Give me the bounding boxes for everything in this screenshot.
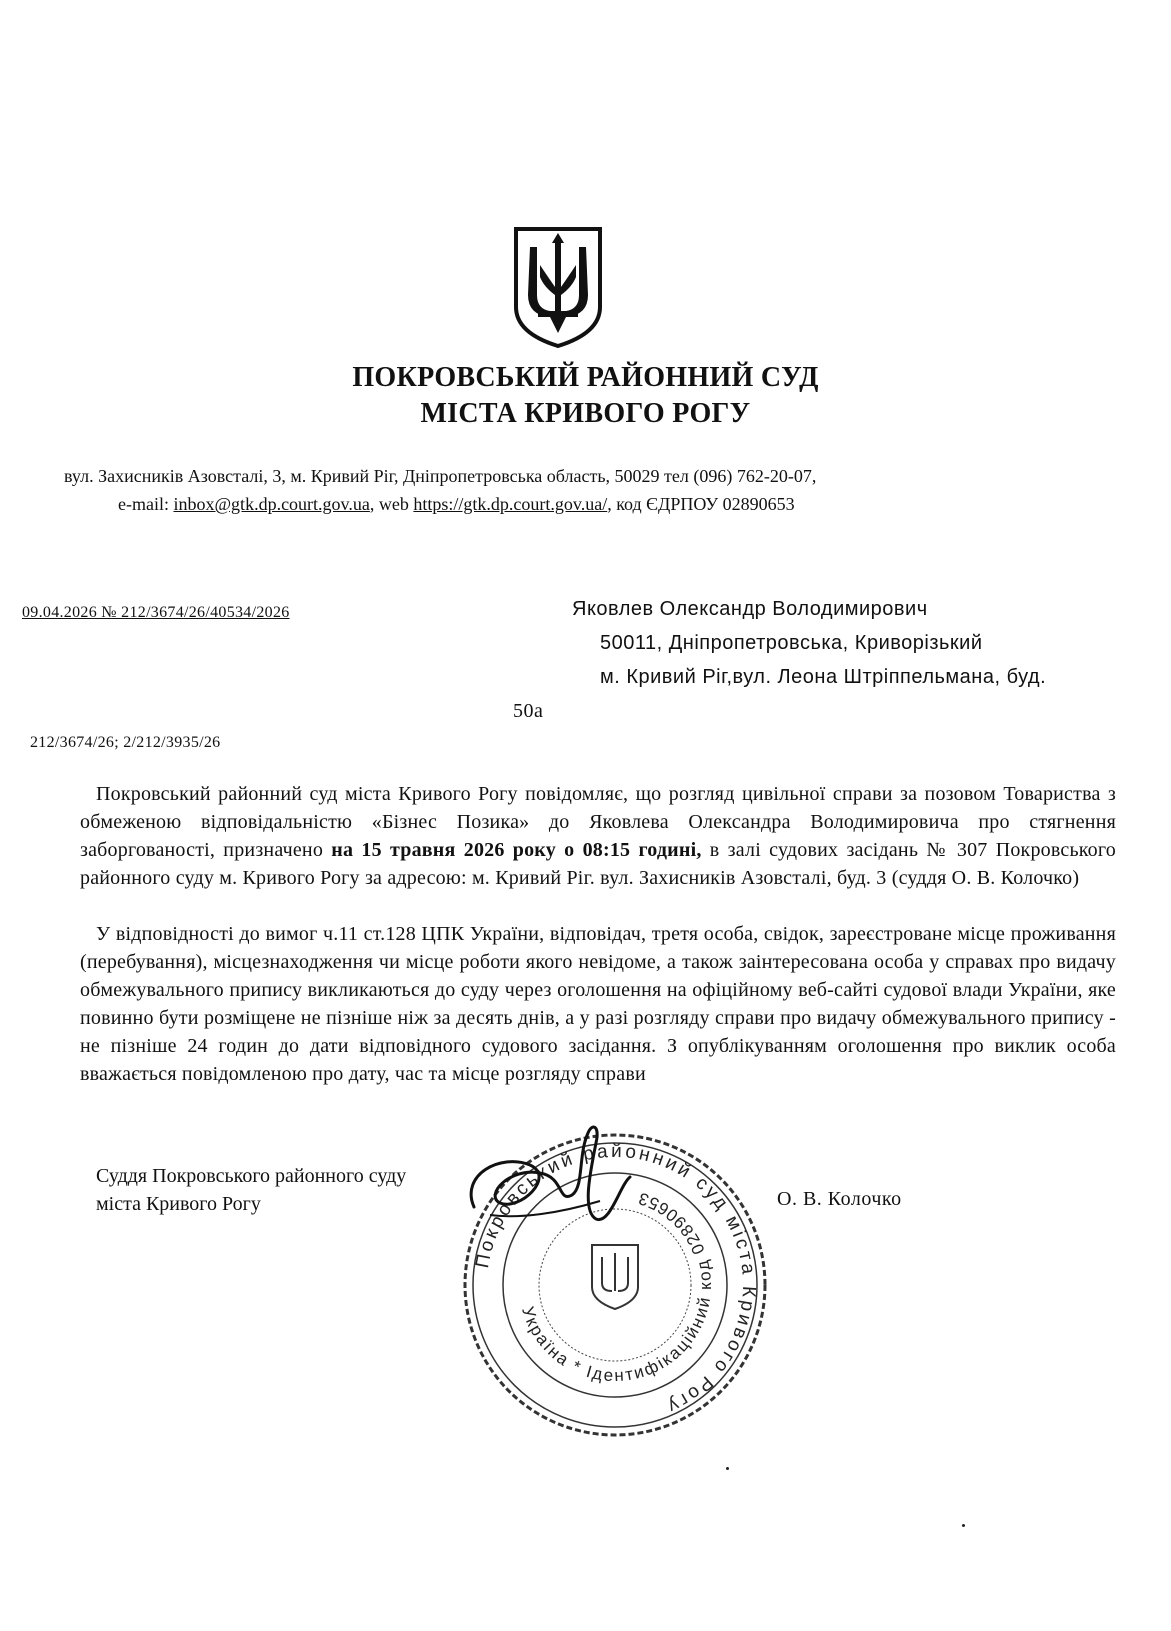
outgoing-number: 09.04.2026 № 212/3674/26/40534/2026	[22, 604, 290, 621]
case-numbers: 212/3674/26; 2/212/3935/26	[30, 734, 221, 751]
signatory-role-line2: міста Кривого Рогу	[96, 1193, 261, 1215]
seal-inner-text: Україна * Ідентифікаційний код 02890653	[518, 1188, 716, 1386]
email-label: e-mail:	[118, 494, 169, 514]
coat-of-arms-icon	[510, 225, 606, 350]
addressee-address-line1: 50011, Дніпропетровська, Криворізький	[600, 632, 983, 654]
addressee-address-line2: м. Кривий Ріг,вул. Леона Штріппельмана, буд.	[600, 666, 1047, 688]
contact-online: e-mail: inbox@gtk.dp.court.gov.ua, web https://gtk.dp.court.gov.ua/, код ЄДРПОУ 02890653	[118, 494, 795, 514]
signatory-name: О. В. Колочко	[777, 1188, 902, 1210]
notice-text-end: в залі судових засідань № 307 Покровського районного суду м. Кривого Рогу за адресою: м. Кривий Ріг. вул. Захисників Азовсталі, буд. 3 (суддя О. В. Колочко)	[80, 839, 1116, 889]
handwritten-signature	[460, 1115, 660, 1255]
addressee-address-line3: 50а	[513, 700, 544, 722]
website-link[interactable]: https://gtk.dp.court.gov.ua/	[413, 494, 608, 514]
edrpou-code: код ЄДРПОУ 02890653	[616, 494, 795, 514]
legal-basis-paragraph: У відповідності до вимог ч.11 ст.128 ЦПК України, відповідач, третя особа, свідок, зареєстроване місце проживання (перебування), місцезнаходження чи місце роботи якого невідоме, а також заінтересована особа у справах про видачу обмежувального припису викликаються до суду через оголошення на офіційному веб-сайті судової влади України, яке повинно бути розміщене не пізніше ніж за десять днів, а у разі розгляду справи про видачу обмежувального припису - не пізніше 24 годин до дати відповідного судового засідання. З опублікуванням оголошення про виклик особа вважається повідомленою про дату, час та місце розгляду справи	[80, 923, 1116, 1085]
seal-outer-text: Покровський районний суд міста Кривого Рогу	[472, 1140, 760, 1418]
addressee-name: Яковлев Олександр Володимирович	[572, 598, 928, 620]
signatory-role-line1: Суддя Покровського районного суду	[96, 1165, 407, 1187]
notice-text-start: Покровський районний суд міста Кривого Рогу повідомляє, що розгляд цивільної справи за позовом Товариства з обмеженою відповідальністю «Бізнес Позика» до Яковлева Олександра Володимировича про стягнення заборгованості, призначено	[80, 783, 1116, 861]
court-name-line1: ПОКРОВСЬКИЙ РАЙОННИЙ СУД	[352, 362, 819, 393]
scan-speck	[962, 1524, 965, 1527]
notice-paragraph	[80, 780, 1116, 892]
email-link[interactable]: inbox@gtk.dp.court.gov.ua	[173, 494, 370, 514]
scan-speck	[726, 1467, 729, 1470]
court-name-line2: МІСТА КРИВОГО РОГУ	[420, 398, 751, 429]
web-label: web	[378, 494, 409, 514]
hearing-date: на 15 травня 2026 року о 08:15 годині,	[331, 839, 702, 861]
contact-address: вул. Захисників Азовсталі, 3, м. Кривий Ріг, Дніпропетровська область, 50029 тел (096) 762-20-07,	[64, 466, 817, 486]
